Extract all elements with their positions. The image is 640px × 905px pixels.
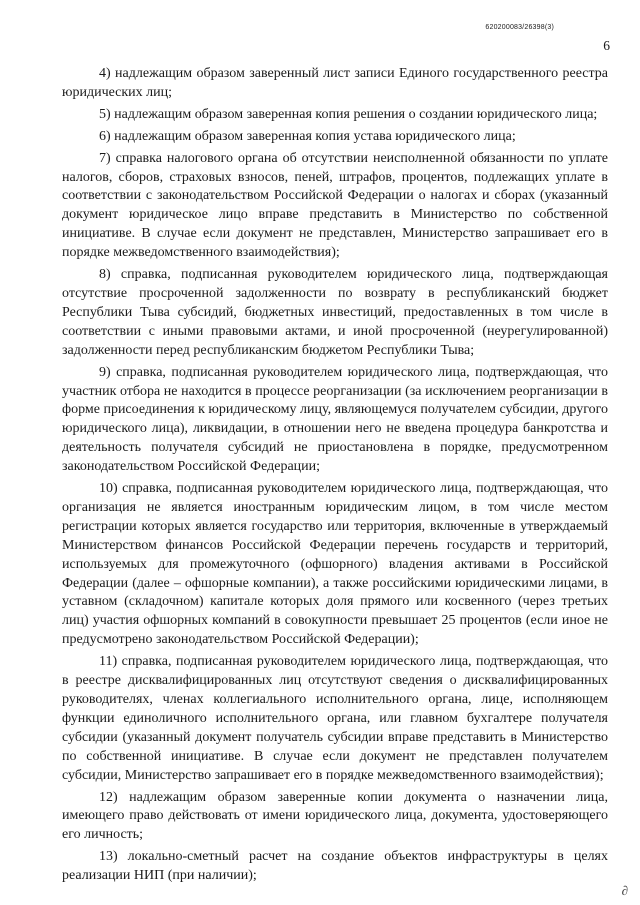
paragraph-item-12: 12) надлежащим образом заверенные копии документа о назначении лица, имеющего право действовать от имени юридического лица, документа, удостоверяющего его личность; [62, 789, 608, 843]
paragraph-item-8: 8) справка, подписанная руководителем юридического лица, подтверждающая отсутствие просроченной задолженности по возврату в республиканский бюджет Республики Тыва субсидий, бюджетных инвестиций, предоставленных в том числе в соответствии с иными правовыми актами, и иной просроченной (неурегулированной) задолженности перед республиканским бюджетом Республики Тыва; [62, 267, 608, 358]
paragraph-item-4: 4) надлежащим образом заверенный лист записи Единого государственного реестра юридических лиц; [62, 66, 608, 100]
paragraph-item-10: 10) справка, подписанная руководителем юридического лица, подтверждающая, что организация не является иностранным юридическим лицом, в том числе местом регистрации которых является государство или территория, включенные в утверждаемый Министерством финансов Российской Федерации перечень государств и территорий, используемых для промежуточного (офшорного) владения активами в Российской Федерации (далее – офшорные компании), а также российскими юридическими лицами, в уставном (складочном) капитале которых доля прямого или косвенного (через третьих лиц) участия офшорных компаний в совокупности превышает 25 процентов (если иное не предусмотрено законодательством Российской Федерации); [62, 481, 608, 648]
paragraph-item-13: 13) локально-сметный расчет на создание объектов инфраструктуры в целях реализации НИП (при наличии); [62, 849, 608, 884]
paragraph-item-11: 11) справка, подписанная руководителем юридического лица, подтверждающая, что в реестре дисквалифицированных лиц отсутствуют сведения о дисквалифицированных руководителях, членах коллегиального исполнительного органа, лице, исполняющем функции единоличного исполнительного органа, или главном бухгалтере получателя субсидии (указанный документ получатель субсидии вправе представить в Министерство по собственной инициативе. В случае если документ не представлен получателем субсидии, Министерство запрашивает его в порядке межведомственного взаимодействия); [62, 654, 608, 783]
document-id: 620200083/26398(3) [485, 24, 554, 31]
paragraph-item-9: 9) справка, подписанная руководителем юридического лица, подтверждающая, что участник отбора не находится в процессе реорганизации (за исключением реорганизации в форме присоединения к юридическому лицу, являющемуся получателем субсидии, другого юридического лица), ликвидации, в отношении него не введена процедура банкротства и деятельность получателя субсидий не приостановлена в порядке, предусмотренном законодательством Российской Федерации; [62, 364, 608, 475]
paragraph-item-6: 6) надлежащим образом заверенная копия устава юридического лица; [99, 128, 516, 144]
document-body [62, 65, 608, 889]
paragraph-item-5: 5) надлежащим образом заверенная копия решения о создании юридического лица; [99, 106, 598, 122]
handwritten-mark: ∂ [621, 883, 628, 898]
page-number: 6 [603, 38, 610, 53]
paragraph-item-7: 7) справка налогового органа об отсутствии неисполненной обязанности по уплате налогов, сборов, страховых взносов, пеней, штрафов, процентов, подлежащих уплате в соответствии с законодательством Российской Федерации о налогах и сборах (указанный документ юридическое лицо вправе представить в Министерство по собственной инициативе. В случае если документ не представлен, Министерство запрашивает его в порядке межведомственного взаимодействия); [62, 150, 608, 261]
